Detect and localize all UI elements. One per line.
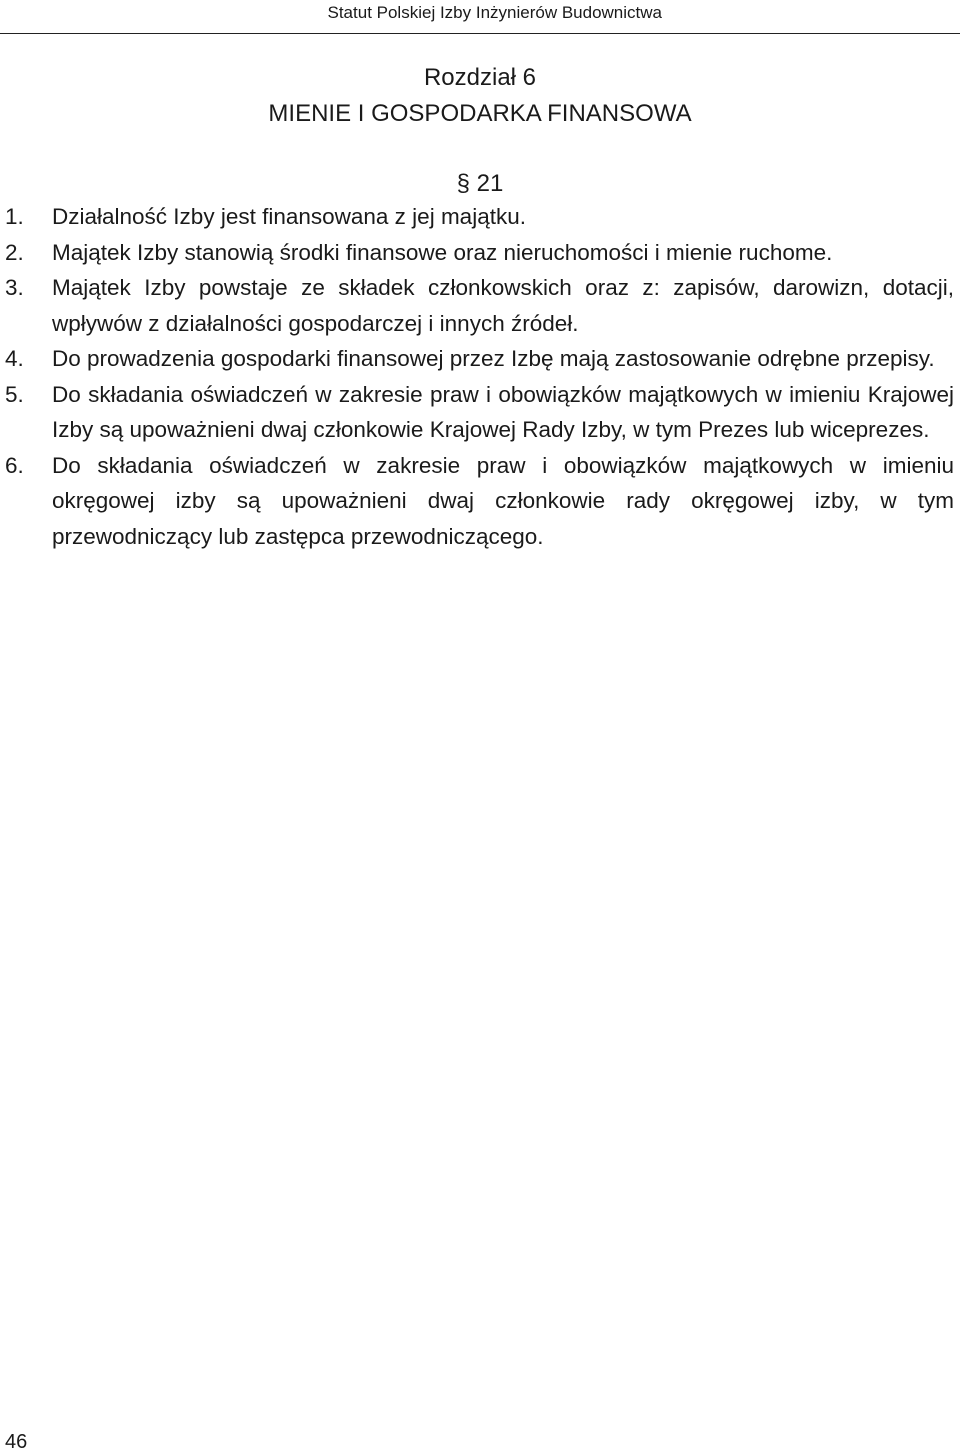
chapter-title: MIENIE I GOSPODARKA FINANSOWA [268, 100, 692, 127]
provision-text: Działalność Izby jest finansowana z jej majątku. [52, 204, 526, 229]
provision-text: Do prowadzenia gospodarki finansowej przez Izbę mają zastosowanie odrębne przepisy. [52, 346, 935, 371]
provision-item [0, 270, 960, 341]
provision-number: 2. [5, 239, 24, 265]
provision-item [0, 199, 960, 235]
running-header-title: Statut Polskiej Izby Inżynierów Budownictwa [327, 3, 662, 22]
provision-text: Do składania oświadczeń w zakresie praw i obowiązków majątkowych w imieniu Krajowej Izby są upoważnieni dwaj członkowie Krajowej Rady Izby, w tym Prezes lub wiceprezes. [52, 381, 954, 442]
running-header [0, 0, 960, 34]
provision-number: 5. [5, 381, 24, 407]
provision-text: Majątek Izby stanowią środki finansowe oraz nieruchomości i mienie ruchome. [52, 239, 833, 265]
provision-number: 3. [5, 275, 24, 300]
provision-item [0, 341, 960, 377]
provision-item [0, 235, 960, 271]
provision-text: Do składania oświadczeń w zakresie praw i obowiązków majątkowych w imieniu okręgowej izby są upoważnieni dwaj członkowie rady okręgowej izby, w tym przewodniczący lub zastępca przewodniczącego. [52, 452, 954, 549]
provision-item [0, 377, 960, 448]
chapter-heading [0, 60, 960, 132]
page-number: 46 [5, 1431, 28, 1453]
provision-text: Majątek Izby powstaje ze składek członkowskich oraz z: zapisów, darowizn, dotacji, wpływów z działalności gospodarczej i innych źródeł. [52, 275, 954, 336]
provision-number: 1. [5, 204, 24, 229]
provision-number: 6. [5, 452, 24, 478]
provision-item [0, 448, 960, 555]
provision-list [0, 199, 960, 554]
section-mark: § 21 [456, 170, 504, 197]
chapter-number: Rozdział 6 [423, 64, 537, 91]
provision-number: 4. [5, 346, 24, 371]
